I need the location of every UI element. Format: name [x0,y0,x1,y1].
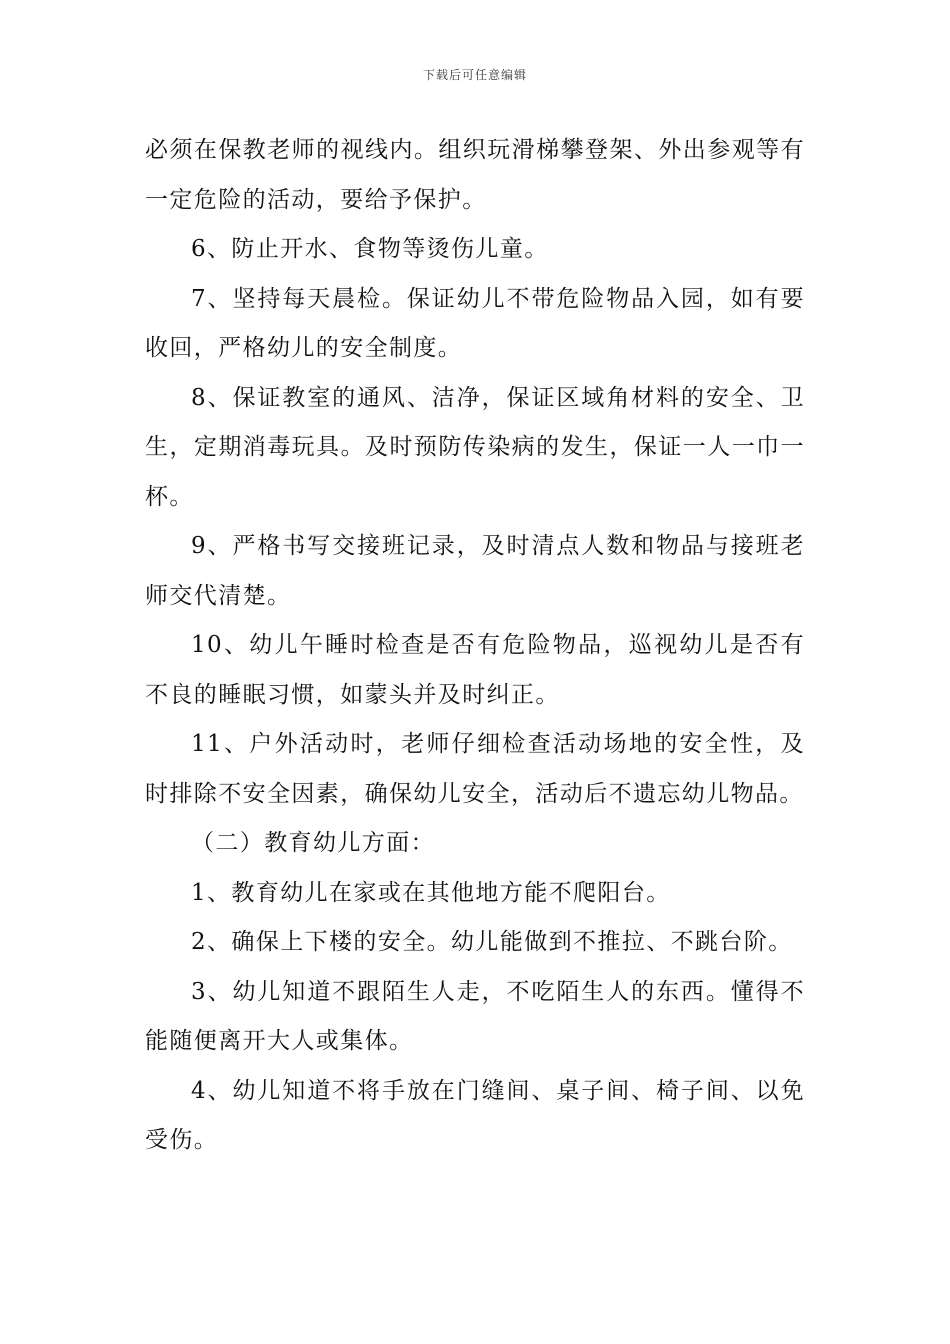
document-body [145,126,805,1166]
paragraph-item-9: 9、严格书写交接班记录，及时清点人数和物品与接班老师交代清楚。 [145,533,805,609]
paragraph-item-10: 10、幼儿午睡时检查是否有危险物品，巡视幼儿是否有不良的睡眠习惯，如蒙头并及时纠正。 [145,632,805,708]
paragraph-edu-item-1: 1、教育幼儿在家或在其他地方能不爬阳台。 [191,879,671,906]
paragraph-item-11: 11、户外活动时，老师仔细检查活动场地的安全性，及时排除不安全因素，确保幼儿安全，活动后不遗忘幼儿物品。 [145,731,805,807]
paragraph-edu-item-4: 4、幼儿知道不将手放在门缝间、桌子间、椅子间、以免受伤。 [145,1077,805,1153]
paragraph-edu-item-3: 3、幼儿知道不跟陌生人走，不吃陌生人的东西。懂得不能随便离开大人或集体。 [145,978,805,1054]
section-heading-education: （二）教育幼儿方面： [191,830,435,856]
paragraph-item-7: 7、坚持每天晨检。保证幼儿不带危险物品入园，如有要收回，严格幼儿的安全制度。 [145,285,805,361]
page-header: 下载后可任意编辑 [422,68,527,82]
paragraph-continuation: 必须在保教老师的视线内。组织玩滑梯攀登架、外出参观等有一定危险的活动，要给予保护。 [145,137,805,213]
paragraph-item-6: 6、防止开水、食物等烫伤儿童。 [191,236,549,262]
paragraph-item-8: 8、保证教室的通风、洁净，保证区域角材料的安全、卫生，定期消毒玩具。及时预防传染病的发生，保证一人一巾一杯。 [145,384,805,510]
paragraph-edu-item-2: 2、确保上下楼的安全。幼儿能做到不推拉、不跳台阶。 [191,929,793,955]
